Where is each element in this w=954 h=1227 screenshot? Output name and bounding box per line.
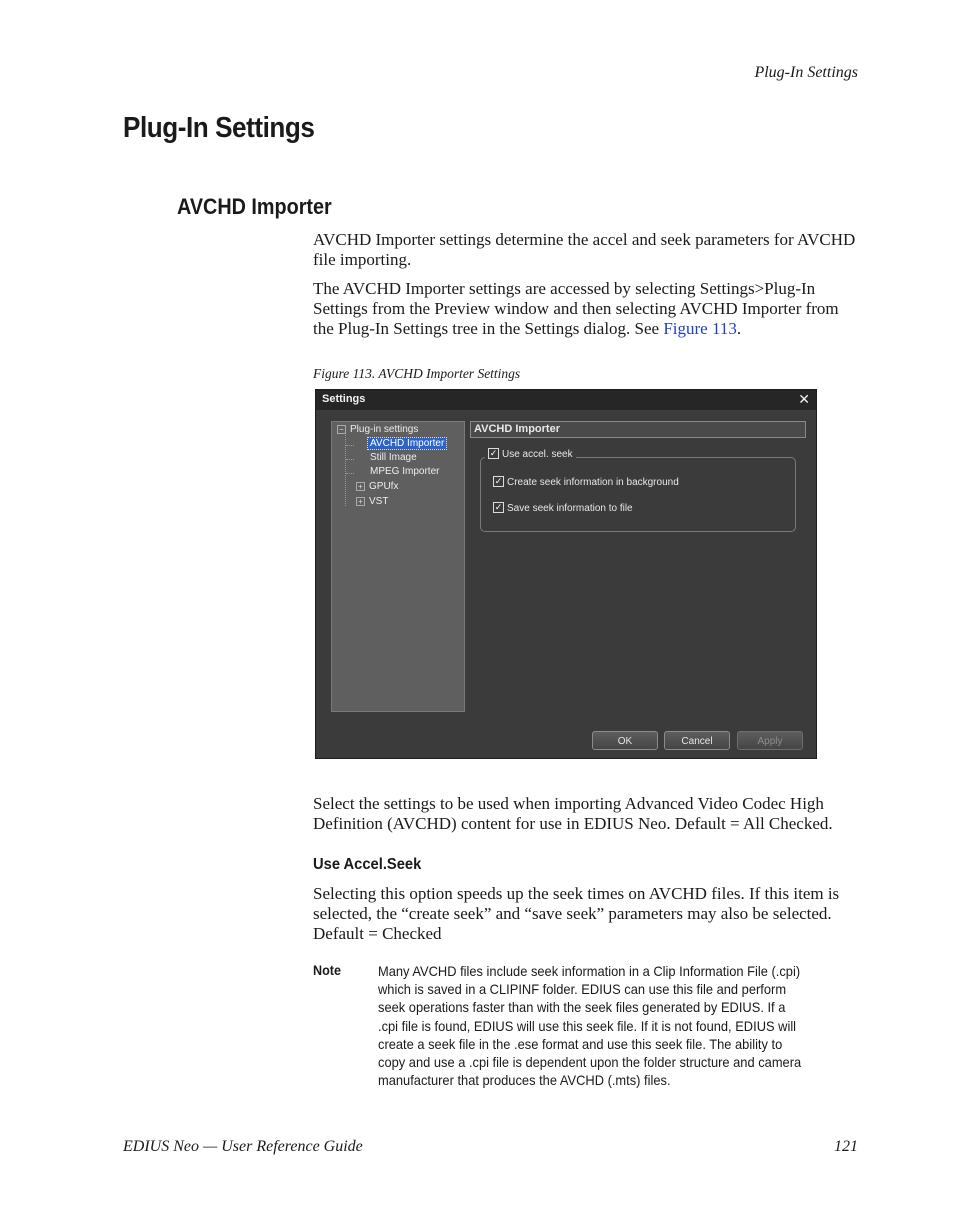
figure-link[interactable]: Figure 113: [663, 319, 737, 338]
footer-title: EDIUS Neo — User Reference Guide: [123, 1138, 363, 1155]
accel-seek-paragraph: Selecting this option speeds up the seek times on AVCHD files. If this item is selected, the “create seek” and “save seek” parameters may also be selected. Default = Checked: [313, 884, 840, 943]
page-number: 121: [834, 1138, 858, 1155]
tree-item-avchd-importer[interactable]: AVCHD Importer: [370, 438, 445, 449]
tree-root-plugin-settings[interactable]: [337, 424, 418, 435]
expand-icon[interactable]: +: [356, 497, 365, 506]
checkbox-checked-icon[interactable]: ✓: [489, 448, 498, 458]
apply-button[interactable]: Apply: [737, 731, 803, 750]
access-paragraph-end: .: [736, 319, 742, 338]
tree-item-vst-label: VST: [369, 496, 389, 507]
page-title: Plug-In Settings: [123, 112, 315, 144]
save-seek-label: Save seek information to file: [507, 503, 633, 515]
figure-caption: Figure 113. AVCHD Importer Settings: [313, 366, 521, 381]
subsection-heading: Use Accel.Seek: [313, 856, 422, 873]
close-icon[interactable]: ✕: [798, 391, 810, 407]
checkbox-checked-icon[interactable]: ✓: [494, 476, 503, 486]
tree-item-gpufx-label: GPUfx: [369, 481, 399, 492]
expand-icon[interactable]: +: [356, 482, 365, 491]
tree-item-gpufx[interactable]: [356, 481, 398, 492]
section-heading: AVCHD Importer: [177, 194, 332, 219]
settings-dialog: [315, 389, 817, 759]
dialog-titlebar: [316, 390, 816, 410]
use-accel-seek-checkbox[interactable]: [485, 449, 576, 460]
tree-root-label: Plug-in settings: [350, 424, 419, 435]
tree-item-vst[interactable]: [356, 496, 388, 507]
accel-seek-group: [480, 457, 796, 532]
save-seek-checkbox[interactable]: [493, 503, 633, 514]
tree-item-mpeg-importer[interactable]: MPEG Importer: [370, 466, 440, 477]
checkbox-checked-icon[interactable]: ✓: [494, 502, 503, 512]
running-head: Plug-In Settings: [754, 64, 858, 81]
cancel-button[interactable]: Cancel: [664, 731, 730, 750]
collapse-icon[interactable]: −: [337, 425, 346, 434]
use-accel-seek-label: Use accel. seek: [502, 449, 573, 461]
intro-paragraph: AVCHD Importer settings determine the accel and seek parameters for AVCHD file importing.: [313, 230, 856, 269]
ok-button[interactable]: OK: [592, 731, 658, 750]
select-settings-paragraph: Select the settings to be used when importing Advanced Video Codec High Definition (AVCHD) content for use in EDIUS Neo. Default = All Checked.: [313, 794, 833, 833]
create-seek-label: Create seek information in background: [507, 477, 679, 489]
note-text: Many AVCHD files include seek information in a Clip Information File (.cpi) which is saved in a CLIPINF folder. EDIUS can use this file and perform seek operations faster than with the seek files generated by EDIUS. If a .cpi file is found, EDIUS will use this seek file. If it is not found, EDIUS will create a seek file in the .ese format and use this seek file. The ability to copy and use a .cpi file is dependent upon the folder structure and camera manufacturer that produces the AVCHD (.mts) files.: [378, 963, 802, 1089]
panel-header: AVCHD Importer: [470, 421, 806, 438]
tree-item-still-image[interactable]: Still Image: [370, 452, 417, 463]
create-seek-checkbox[interactable]: [493, 477, 679, 488]
plugin-tree: [331, 421, 465, 712]
dialog-title: Settings: [322, 393, 366, 405]
access-paragraph-text: The AVCHD Importer settings are accessed by selecting Settings>Plug-In Settings from the Preview window and then selecting AVCHD Importer from the Plug-In Settings tree in the Settings dialog. See: [313, 279, 839, 338]
note-label: Note: [313, 962, 342, 978]
access-paragraph: [313, 279, 861, 339]
